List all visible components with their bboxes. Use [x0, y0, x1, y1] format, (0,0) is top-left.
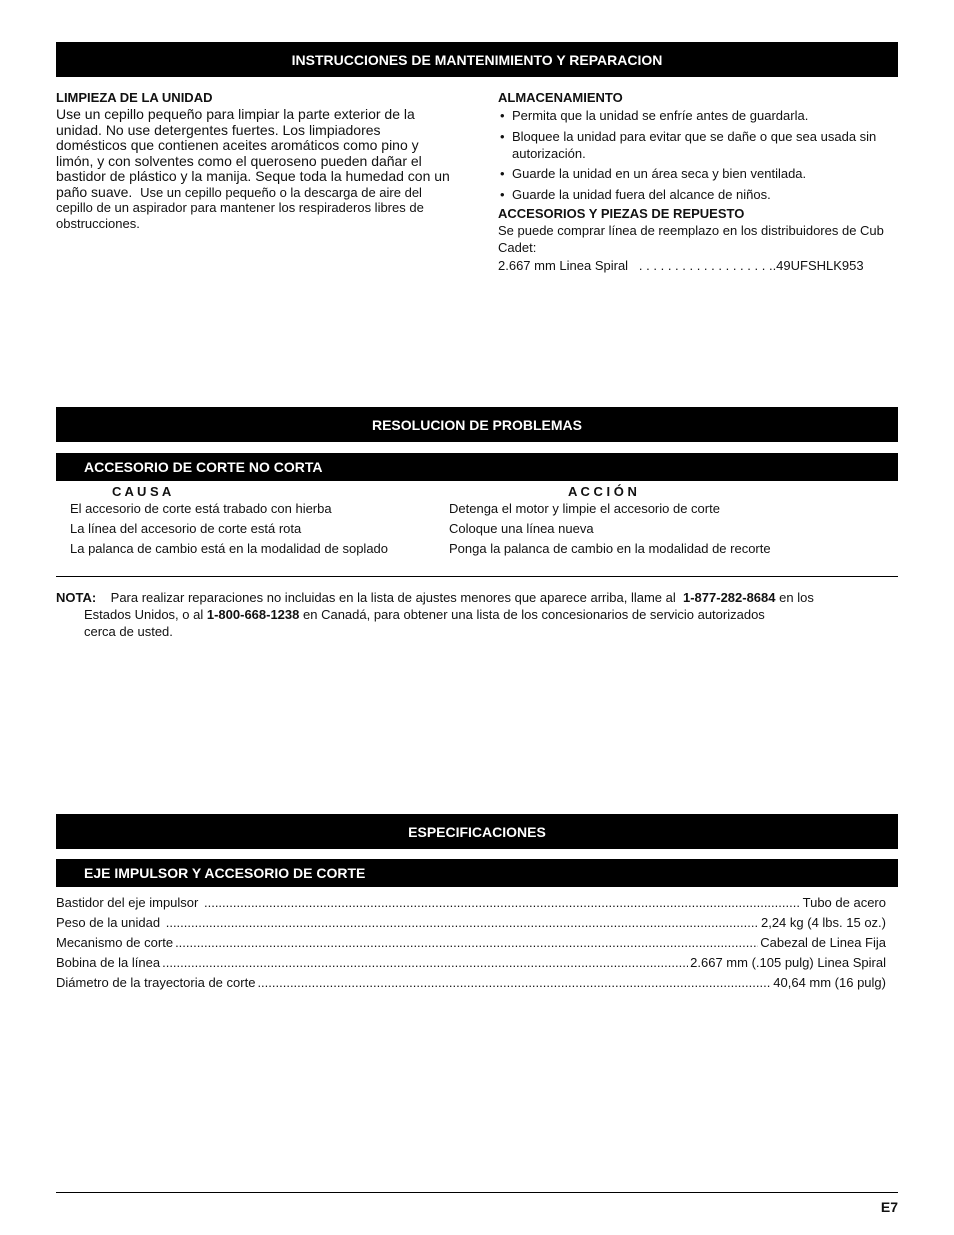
- footer-rule: [56, 1192, 898, 1193]
- spec-value: 2.667 mm (.105 pulg) Linea Spiral: [690, 955, 886, 970]
- spec-label: Diámetro de la trayectoria de corte: [56, 975, 256, 990]
- cleaning-body-main: Use un cepillo pequeño para limpiar la parte exterior de la unidad. No use detergentes fuertes. Los limpiadores domésticos que contienen aceites aromáticos como pino y limón, y con solventes como el queroseno pueden dañar el bastidor de plástico y la manija. Seque toda la humedad con un paño suave.: [56, 106, 450, 200]
- storage-item: • Bloquee la unidad para evitar que se dañe o que sea usada sin autorización.: [498, 128, 898, 162]
- note-text: Estados Unidos, o al: [84, 607, 204, 622]
- storage-item: • Guarde la unidad en un área seca y bien ventilada.: [498, 165, 898, 183]
- cause-cell: La palanca de cambio está en la modalidad de soplado: [70, 541, 389, 556]
- cleaning-heading: LIMPIEZA DE LA UNIDAD: [56, 90, 213, 105]
- storage-heading: ALMACENAMIENTO: [498, 90, 623, 105]
- spec-value: Tubo de acero: [802, 895, 886, 910]
- troubleshooting-subheader: [56, 453, 898, 481]
- note-line-1: [56, 589, 898, 606]
- cause-cell: El accesorio de corte está trabado con hierba: [70, 501, 332, 516]
- part-number: .49UFSHLK953: [772, 258, 864, 273]
- leader-dots: [175, 934, 758, 952]
- leader-dots: [162, 954, 688, 972]
- cleaning-section: [56, 90, 451, 231]
- part-name: 2.667 mm Linea Spiral: [498, 258, 629, 273]
- spec-label: Mecanismo de corte: [56, 935, 174, 950]
- note-text: en Canadá, para obtener una lista de los concesionarios de servicio autorizados: [303, 607, 765, 622]
- storage-item: • Permita que la unidad se enfríe antes de guardarla.: [498, 107, 898, 125]
- note-text: Para realizar reparaciones no incluidas en la lista de ajustes menores que aparece arriba, llame al: [110, 590, 676, 605]
- action-cell: Detenga el motor y limpie el accesorio de corte: [449, 501, 720, 516]
- accessories-heading: ACCESORIOS Y PIEZAS DE REPUESTO: [498, 206, 745, 221]
- spec-row: [56, 954, 886, 972]
- specs-title: ESPECIFICACIONES: [408, 823, 546, 840]
- storage-section: [498, 90, 898, 274]
- action-cell: Ponga la palanca de cambio en la modalidad de recorte: [449, 541, 771, 556]
- maintenance-section-header: [56, 42, 898, 77]
- storage-item: • Guarde la unidad fuera del alcance de niños.: [498, 186, 898, 204]
- canada-phone: 1-800-668-1238: [206, 607, 300, 622]
- note-label: NOTA:: [56, 590, 97, 605]
- divider: [56, 576, 898, 577]
- specs-section-header: [56, 814, 898, 849]
- maintenance-title: INSTRUCCIONES DE MANTENIMIENTO Y REPARACION: [291, 51, 663, 68]
- note-text: en los: [779, 590, 814, 605]
- specs-subheader: [56, 859, 898, 887]
- page-number: E7: [880, 1199, 898, 1215]
- leader-dots: [257, 974, 771, 992]
- note-text: cerca de usted.: [84, 624, 173, 639]
- spec-row: [56, 914, 886, 932]
- note-line-2: [56, 606, 898, 623]
- spec-row: [56, 974, 886, 992]
- action-cell: Coloque una línea nueva: [449, 521, 594, 536]
- part-leader-dots: . . . . . . . . . . . . . . . . . . .: [638, 258, 773, 273]
- leader-dots: [166, 914, 759, 932]
- spec-value: 2,24 kg (4 lbs. 15 oz.): [760, 915, 886, 930]
- spec-value: 40,64 mm (16 pulg): [773, 975, 886, 990]
- spec-label: Peso de la unidad: [56, 915, 161, 930]
- note-line-3: [56, 623, 898, 640]
- action-column-header: A C C I Ó N: [568, 484, 637, 499]
- troubleshooting-title: RESOLUCION DE PROBLEMAS: [371, 416, 582, 433]
- spec-row: [56, 894, 886, 912]
- cause-cell: La línea del accesorio de corte está rota: [70, 521, 302, 536]
- repair-note: [56, 589, 898, 640]
- troubleshooting-section-header: [56, 407, 898, 442]
- storage-list: [498, 107, 898, 204]
- accessories-body: Se puede comprar línea de reemplazo en los distribuidores de Cub Cadet:: [498, 223, 884, 255]
- spec-label: Bobina de la línea: [56, 955, 161, 970]
- spec-row: [56, 934, 886, 952]
- spec-value: Cabezal de Linea Fija: [760, 935, 886, 950]
- cleaning-body: [56, 107, 451, 231]
- troubleshooting-subtitle: ACCESORIO DE CORTE NO CORTA: [84, 459, 323, 475]
- accessories-part-line: [498, 258, 898, 274]
- leader-dots: [204, 894, 801, 912]
- cause-column-header: C A U S A: [112, 484, 172, 499]
- specs-subtitle: EJE IMPULSOR Y ACCESORIO DE CORTE: [84, 865, 366, 881]
- us-phone: 1-877-282-8684: [682, 590, 776, 605]
- cleaning-body-small: Use un cepillo pequeño o la descarga de aire del cepillo de un aspirador para mantener los respiraderos libres de obstrucciones.: [56, 184, 424, 231]
- spec-label: Bastidor del eje impulsor: [56, 895, 199, 910]
